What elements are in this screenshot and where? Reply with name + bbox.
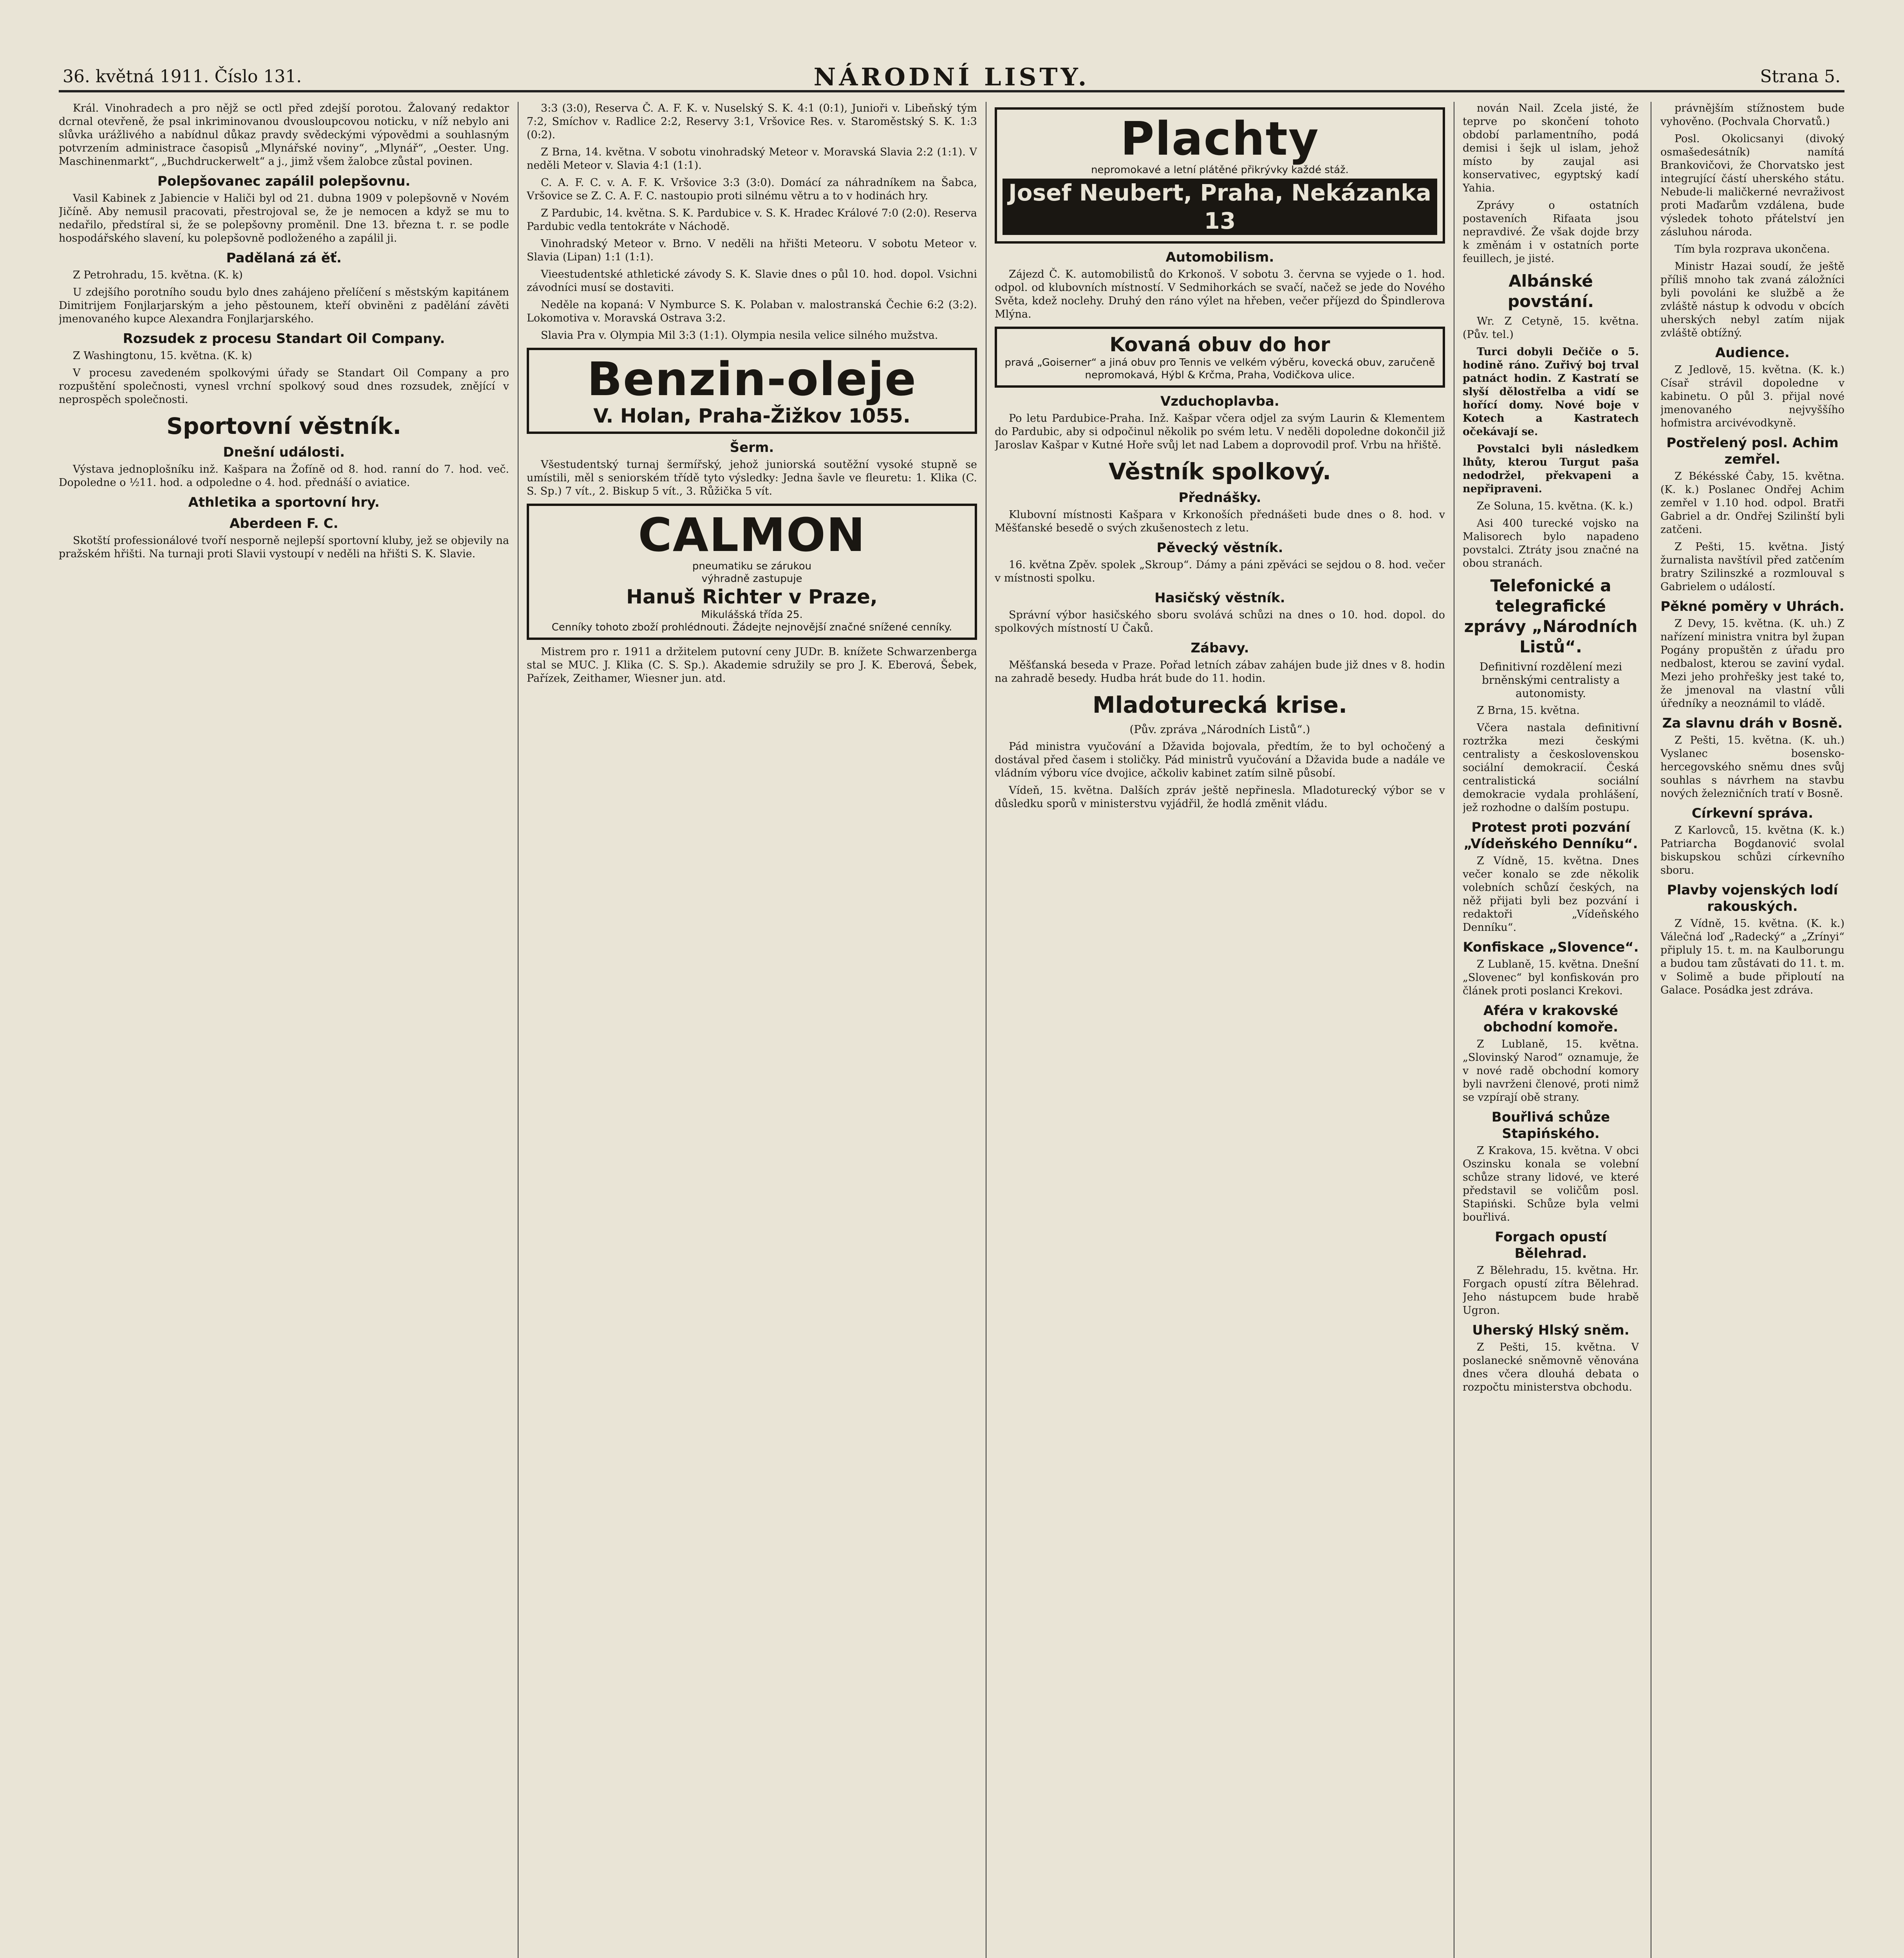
section-heading: Mladoturecká krise. — [1092, 692, 1348, 718]
article-text: Vídeň, 15. května. Dalších zpráv ještě nepřinesla. Mladoturecký výbor se v důsledku sporů v ministerstvu vyjádřil, že hodlá změnit vládu. — [995, 784, 1445, 810]
article-text: 3:3 (3:0), Reserva Č. A. F. K. v. Nuselský S. K. 4:1 (0:1), Junioři v. Libeňský tým 7:2, Smíchov v. Radlice 2:2, Reservy 3:1, Vršovice Res. v. Staroměstský S. K. 1:3 (0:2). — [527, 102, 977, 141]
article-text: Zprávy o ostatních postaveních Rifaata jsou nepravdivé. Že však dojde brzy k změnám i v ostatních porte feuillech, je jisté. — [1463, 199, 1639, 265]
article-heading: Telefonické a telegrafické zprávy „Národních Listů“. — [1464, 576, 1638, 656]
article-heading: Hasičský věstník. — [1154, 590, 1285, 606]
article-text: Z Pešti, 15. května. Jistý žurnalista navštívil před zatčením bratry Szilinszké a rozmlouval s Gabrielem o událostí. — [1660, 541, 1844, 593]
article-text: Vieestudentské athletické závody S. K. Slavie dnes o půl 10. hod. dopol. Vsichni závodníci musí se dostaviti. — [527, 268, 977, 294]
article-text: Z Lublaně, 15. května. „Slovinský Narod“ oznamuje, že v nové radě obchodní komory byli navrženi členové, proti nimž se vzpírají obě strany. — [1463, 1038, 1639, 1104]
advertisement-benzin — [527, 348, 977, 434]
section-heading: Sportovní věstník. — [166, 413, 401, 439]
article-heading: Církevní správa. — [1691, 806, 1814, 821]
article-text: Z Brna, 14. května. V sobotu vinohradský Meteor v. Moravská Slavia 2:2 (1:1). V neděli Meteor v. Slavia 4:1 (1:1). — [527, 146, 977, 172]
article-text: Vasil Kabinek z Jabiencie v Haliči byl od 21. dubna 1909 v polepšovně v Novém Jičíně. Aby nemusil pracovati, přestrojoval se, že je nemocen a když se mu to nedařilo, předstíral si, že se polepšovny proměnil. Dne 13. března t. r. se podle hospodářského slavení, ku polepšovně podloženého a zapálil ji. — [59, 192, 509, 244]
newspaper-title: NÁRODNÍ LISTY. — [813, 63, 1090, 91]
article-heading: Plavby vojenských lodí rakouských. — [1667, 882, 1838, 914]
article-text: Zájezd Č. K. automobilistů do Krkonoš. V sobotu 3. června se vyjede o 1. hod. odpol. od klubovních místností. V Sedmihorkách se svačí, načež se jede do Nového Světa, kdež noclehy. Druhý den ráno výlet na hřeben, večer příjezd do Špindlerova Mlýna. — [995, 268, 1445, 320]
column-1 — [59, 102, 509, 1958]
masthead — [59, 59, 1844, 92]
article-heading: Audience. — [1715, 345, 1790, 361]
article-text: Z Jedlově, 15. května. (K. k.) Císař strávil dopoledne v kabinetu. O půl 3. přijal nové jmenovaného nejvyššího hofmistra arcivévodkyně. — [1660, 364, 1844, 429]
article-heading: Pěvecký věstník. — [1156, 540, 1283, 556]
article-heading: Konfiskace „Slovence“. — [1463, 939, 1639, 955]
article-text: Neděle na kopaná: V Nymburce S. K. Polaban v. malostranská Čechie 6:2 (3:2). Lokomotiva v. Moravská Ostrava 3:2. — [527, 299, 977, 324]
article-text: Ministr Hazai soudí, že ještě příliš mnoho tak zvaná záložníci byli povoláni ke službě a že zvláště nástup k odvodu v obcích uherských nebyl zatím nijak zvláště obtížný. — [1660, 260, 1844, 339]
article-text: Výstava jednoplošníku inž. Kašpara na Žofíně od 8. hod. ranní do 7. hod. več. Dopoledne o ½11. hod. a odpoledne o 4. hod. přednáší o aviatice. — [59, 463, 509, 489]
article-heading: Bouřlivá schůze Stapińského. — [1491, 1109, 1610, 1142]
article-text: Všestudentský turnaj šermířský, jehož juniorská soutěžní vysoké stupně se umístili, měl s seniorském třídě tyto výsledky: Jedna šavle ve fleuretu: 1. Klika (C. S. Sp.) 7 vít., 2. Biskup 5 vít., 3. Růžička 5 vít. — [527, 459, 977, 497]
article-text: Z Békésské Čaby, 15. května. (K. k.) Poslanec Ondřej Achim zemřel v 1.10 hod. odpol. Bratři Gabriel a dr. Ondřej Szilinští byli zatčeni. — [1660, 470, 1844, 536]
section-heading: Věstník spolkový. — [1108, 458, 1331, 485]
article-text: nován Nail. Zcela jisté, že teprve po skončení tohoto období parlamentního, podá demisi i šejk ul islam, jehož místo by zaujal asi konservativec, egyptský kadí Yahia. — [1463, 102, 1639, 194]
article-heading: Aféra v krakovské obchodní komoře. — [1483, 1003, 1619, 1035]
article-dateline: Z Brna, 15. května. — [1477, 704, 1580, 717]
ad-text: nepromokavé a letní plátěné přikrývky každé stáž. — [1091, 164, 1349, 176]
article-text: Z Vídně, 15. května. (K. k.) Válečná loď „Radecký“ a „Zrínyi“ připluly 15. t. m. na Kaulborungu a budou tam zůstávati do 11. t. m. v Solimě a bude připloutí na Galace. Posádka jest zdrávа. — [1660, 918, 1844, 996]
advertisement-calmon — [527, 504, 977, 640]
article-text: Klubovní místnosti Kašpara v Krkonoších přednášeti bude dnes o 8. hod. v Měšťanské besedě o svých zkušenostech z letu. — [995, 509, 1445, 534]
ad-headline: Plachty — [1120, 112, 1319, 166]
article-text: Turci dobyli Dečiče o 5. hodině ráno. Zuřivý boj trval patnáct hodin. Z Kastratí se slyší dělostřelba a vidí se hořící domy. Nové boje v Kotech a Kastratech očekávají se. — [1463, 346, 1639, 438]
article-text: Z Pešti, 15. května. V poslanecké sněmovně věnována dnes včera dlouhá debata o rozpočtu ministerstva obchodu. — [1463, 1341, 1639, 1393]
advertisement-plachty — [995, 107, 1445, 244]
article-text: Z Pešti, 15. května. (K. uh.) Vyslanec bosensko-hercegovského sněmu dnes svůj souhlas s návrhem na stavbu nových železničních tratí v Bosně. — [1660, 734, 1844, 800]
article-heading: Automobilism. — [1165, 249, 1274, 265]
article-heading: Forgach opustí Bělehrad. — [1495, 1229, 1607, 1261]
ad-company: Josef Neubert, Praha, Nekázanka 13 — [1003, 179, 1437, 235]
article-heading: Protest proti pozvání „Vídeňského Denníku“. — [1463, 820, 1638, 852]
article-text: Z Vídně, 15. května. Dnes večer konalo se zde několik volebních schůzí českých, na něž přijati byli bez pozvání i redaktoři „Vídeňského Denníku“. — [1463, 855, 1639, 934]
article-dateline: Z Washingtonu, 15. května. (K. k) — [73, 350, 252, 362]
article-subtitle: (Pův. zpráva „Národních Listů“.) — [1129, 723, 1310, 736]
article-text: Z Karlovců, 15. května (K. k.) Patriarcha Bogdanović svolal biskupskou schůzi církevního sboru. — [1660, 824, 1844, 876]
article-text: Z Bělehradu, 15. května. Hr. Forgach opustí zítra Bělehrad. Jeho nástupcem bude hrabě Ugron. — [1463, 1264, 1639, 1317]
article-text: V procesu zavedeném spolkovými úřady se Standart Oil Company a pro rozpuštění společnosti, vynesl vrchní spolkový soud dnes rozsudek, znějící v neprospěch společnosti. — [59, 367, 509, 406]
column-2 — [527, 102, 977, 1958]
article-dateline: Wr. Z Cetyně, 15. května. (Pův. tel.) — [1463, 315, 1639, 341]
article-text: Král. Vinohradech a pro nějž se octl před zdejší porotou. Žalovaný redaktor dcrnal otevřeně, že psal inkriminovanou dvousloupcovou noticku, v níž nebylo ani slůvka urážlivého a nabídnul důkaz pravdy svědeckými výpovědmi a souhlasným potvrzením administrace časopisů „Mlynářské noviny“, „Mlynář“, „Oester. Ung. Maschinenmarkt“, „Buchdruckerwelt“ a j., jimž všem žalobce zůstal povinen. — [59, 102, 509, 168]
ad-text: Cenníky tohoto zboží prohlédnouti. Žádejte nejnovější značné snížené cenníky. — [551, 621, 952, 633]
ad-company: Hanuš Richter v Praze, — [626, 585, 878, 608]
article-text: Z Lublaně, 15. května. Dnešní „Slovenec“ byl konfiskován pro článek proti poslanci Krekovi. — [1463, 958, 1639, 997]
article-text: Asi 400 turecké vojsko na Malisorech bylo napadeno povstalci. Ztráty jsou značné na obou stranách. — [1463, 517, 1639, 569]
article-dateline: Z Petrohradu, 15. května. (K. k) — [73, 269, 243, 281]
article-heading: Aberdeen F. C. — [229, 516, 338, 531]
article-text: C. A. F. C. v. A. F. K. Vršovice 3:3 (3:0). Domácí za náhradníkem na Šabca, Vršovice se Z. C. A. F. C. nastoupio proti silnému větru a to v hodinách hry. — [527, 177, 977, 202]
article-heading: Pěkné poměry v Uhrách. — [1660, 599, 1844, 614]
article-heading: Vzduchoplavba. — [1160, 394, 1279, 409]
article-heading: Albánské povstání. — [1508, 271, 1594, 311]
article-text: Posl. Okolicsanyi (divoký osmašedesátník) namítá Brankovičovi, že Chorvatsko jest integrující částí uherského státu. Nebude-li maličkerné nevraživost proti Maďarům vzdálena, bude výsledek tohoto přátelství jen zásluhou národa. — [1660, 133, 1844, 238]
article-text: Po letu Pardubice-Praha. Inž. Kašpar včera odjel za svým Laurin & Klementem do Pardubic, aby si odpočinul několik po svém letu. V neděli dopoledne dokončil již Jaroslav Kašpar v Kutné Hoře svůj let nad Labem a doprovodil prof. Vrbu na hřiště. — [995, 412, 1445, 451]
article-text: Včera nastala definitivní roztržka mezi českými centralisty a československou sociální demokracií. Česká centralistická sociální demokracie vydala prohlášení, jež rozhodne o dalším postupu. — [1463, 722, 1639, 814]
column-4 — [1463, 102, 1639, 1958]
article-heading: Padělaná zá ěť. — [226, 250, 342, 266]
advertisement-obuv — [995, 327, 1445, 388]
article-text: Mistrem pro r. 1911 a držitelem putovní ceny JUDr. B. knížete Schwarzenberga stal se MUC. J. Klika (C. S. Sp.). Akademie sdružily se pro J. K. Eberová, Šebek, Pařízek, Zeithamer, Wiesner jun. atd. — [527, 646, 977, 685]
ad-headline: Benzin-oleje — [587, 352, 917, 406]
article-text: právnějším stížnostem bude vyhověno. (Pochvala Chorvatů.) — [1660, 102, 1844, 128]
article-text: Měšťanská beseda v Praze. Pořad letních zábav zahájen bude již dnes v 8. hodin na zahradě besedy. Hudba hrát bude do 11. hodin. — [995, 659, 1445, 685]
article-heading: Uherský Hlský sněm. — [1472, 1322, 1629, 1338]
issue-date: 36. květná 1911. Číslo 131. — [63, 67, 302, 87]
article-text: Z Devy, 15. května. (K. uh.) Z nařízení ministra vnitra byl župan Pogány propuštěn z úřadu pro nedbalost, kterou se zaviní vydal. Mezi jeho prohřešky jest také to, že jmenoval na vlastní vůli úředníky a neoznámil to vládě. — [1660, 618, 1844, 710]
ad-text: výhradně zastupuje — [701, 573, 802, 585]
ad-address: Mikulášská třída 25. — [701, 609, 803, 621]
article-text: Správní výbor hasičského sboru svolává schůzi na dnes o 10. hod. dopol. do spolkových místností U Čaků. — [995, 609, 1445, 634]
article-dateline: Ze Soluna, 15. května. (K. k.) — [1477, 500, 1633, 512]
article-text: 16. května Zpěv. spolek „Skroup“. Dámy a páni zpěváci se sejdou o 8. hod. večer v místnosti spolku. — [995, 559, 1445, 584]
ad-text: pravá „Goiserner“ a jiná obuv pro Tennis ve velkém výběru, kovecká obuv, zaručeně nepromokavá, Hýbl & Krčma, Praha, Vodičkova ulice. — [1004, 357, 1435, 381]
column-3 — [995, 102, 1445, 1958]
ad-text: pneumatiku se zárukou — [692, 560, 812, 572]
article-text: Skotští professionálové tvoří nesporně nejlepší sportovní kluby, jež se objevily na pražském hřišti. Na turnaji proti Slavii vystoupí v neděli na hřišti S. K. Slavie. — [59, 535, 509, 560]
article-heading: Za slavnu dráh v Bosně. — [1662, 715, 1843, 731]
article-heading: Postřelený posl. Achim zemřel. — [1666, 435, 1839, 467]
article-subtitle: Definitivní rozdělení mezi brněnskými centralisty a autonomisty. — [1479, 660, 1622, 700]
ad-headline: CALMON — [638, 508, 866, 562]
page-number: Strana 5. — [1760, 67, 1841, 87]
article-heading: Přednášky. — [1178, 490, 1261, 506]
column-5 — [1660, 102, 1844, 1958]
article-text: U zdejšího porotního soudu bylo dnes zahájeno přelíčení s městským kapitánem Dimitrijem Fonjlarjarským a jeho pěstounem, kteří obviněni z padělání závěti jmenovaného kupce Alexandra Fonjlarjarského. — [59, 286, 509, 325]
ad-headline: Kovaná obuv do hor — [1109, 333, 1330, 356]
article-heading: Dnešní události. — [223, 444, 345, 460]
article-text: Slavia Pra v. Olympia Mil 3:3 (1:1). Olympia nesila velice silného mužstva. — [541, 329, 938, 341]
article-text: Z Krakova, 15. května. V obci Oszinsku konala se volební schůze strany lidové, ve které představil se voličům posl. Stapiński. Schůze byla velmi bouřlivá. — [1463, 1145, 1639, 1223]
ad-address: V. Holan, Praha-Žižkov 1055. — [593, 405, 910, 427]
article-text: Povstalci byli následkem lhůty, kterou Turgut paša nedodržel, překvapeni a nepřipraveni. — [1463, 443, 1639, 495]
article-text: Tím byla rozprava ukončena. — [1675, 243, 1830, 255]
article-text: Vinohradský Meteor v. Brno. V neděli na hřišti Meteoru. V sobotu Meteor v. Slavia (Lipan) 1:1 (1:1). — [527, 238, 977, 263]
article-heading: Šerm. — [730, 440, 774, 455]
article-heading: Zábavy. — [1190, 640, 1249, 656]
article-text: Z Pardubic, 14. května. S. K. Pardubice v. S. K. Hradec Králové 7:0 (2:0). Reserva Pardubic vedla tentokráte v Náchodě. — [527, 207, 977, 233]
article-text: Pád ministra vyučování a Džavida bojovala, předtím, že to byl ochočený a dostával před časem i stoličky. Pád ministrů vyučování a Džavida bude a nadále ve vládním výboru více dvojice, ačkoliv kabinet zatím silně působí. — [995, 741, 1445, 779]
article-heading: Rozsudek z procesu Standart Oil Company. — [123, 331, 445, 347]
article-heading: Polepšovanec zapálil polepšovnu. — [157, 173, 410, 189]
article-heading: Athletika a sportovní hry. — [188, 495, 380, 510]
